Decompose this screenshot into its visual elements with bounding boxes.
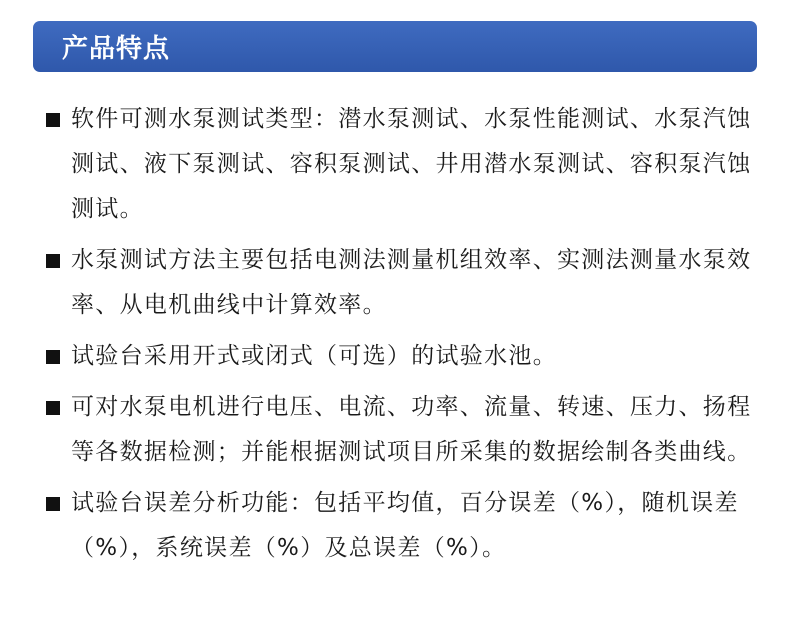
square-bullet-icon: [46, 401, 60, 415]
square-bullet-icon: [46, 254, 60, 268]
feature-text: 试验台采用开式或闭式（可选）的试验水池。: [71, 343, 557, 369]
feature-text: 水泵测试方法主要包括电测法测量机组效率、实测法测量水泵效率、从电机曲线中计算效率。: [71, 247, 752, 318]
feature-item: [46, 238, 754, 328]
feature-text: 软件可测水泵测试类型：潜水泵测试、水泵性能测试、水泵汽蚀测试、液下泵测试、容积泵测试、井用潜水泵测试、容积泵汽蚀测试。: [71, 106, 752, 222]
feature-item: [46, 334, 754, 379]
feature-text: 试验台误差分析功能：包括平均值，百分误差（%），随机误差（%），系统误差（%）及总误差（%）。: [71, 490, 739, 561]
feature-item: [46, 97, 754, 232]
feature-text: 可对水泵电机进行电压、电流、功率、流量、转速、压力、扬程等各数据检测；并能根据测试项目所采集的数据绘制各类曲线。: [71, 394, 752, 465]
feature-item: [46, 385, 754, 475]
section-header-bar: [33, 21, 757, 72]
feature-item: [46, 481, 754, 571]
square-bullet-icon: [46, 350, 60, 364]
square-bullet-icon: [46, 497, 60, 511]
square-bullet-icon: [46, 113, 60, 127]
feature-list: [46, 97, 754, 577]
section-title: 产品特点: [62, 34, 171, 64]
